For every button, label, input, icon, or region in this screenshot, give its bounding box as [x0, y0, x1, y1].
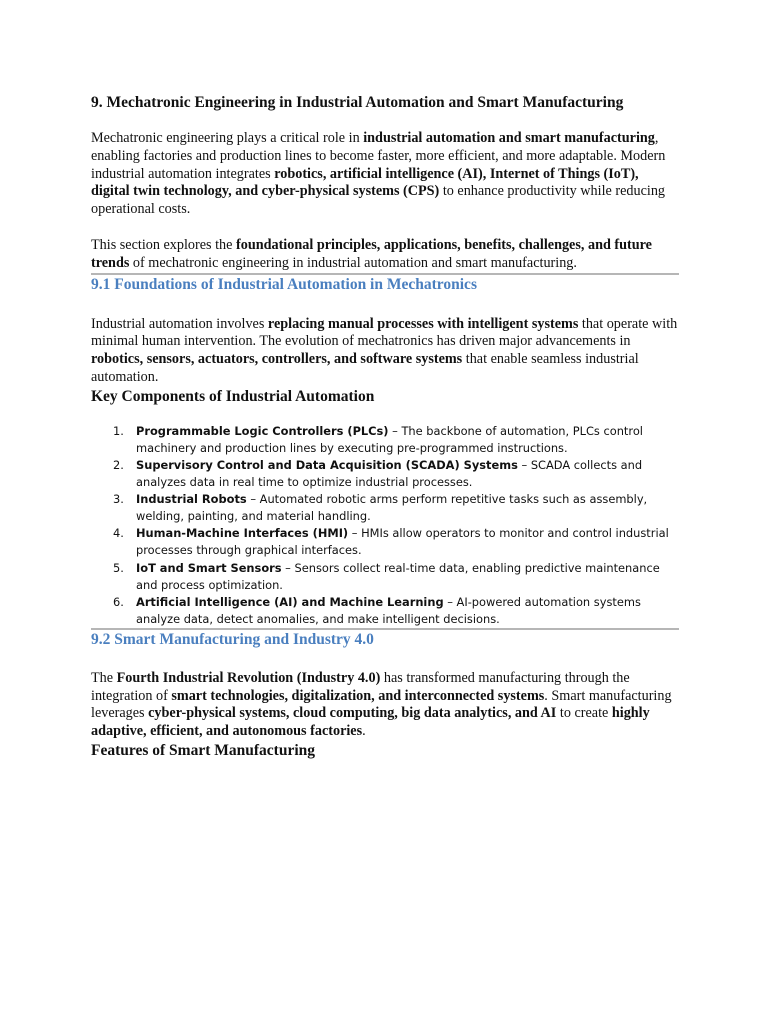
text-run: of mechatronic engineering in industrial automation and smart manufacturing.	[129, 254, 577, 271]
list-item-term: Supervisory Control and Data Acquisition (SCADA) Systems	[136, 457, 518, 472]
document-content	[91, 92, 679, 761]
list-item	[91, 457, 679, 491]
text-run: Mechatronic engineering plays a critical role in	[91, 130, 364, 146]
text-run: to enhance productivity while reducing operational costs.	[91, 183, 666, 218]
text-run: The	[91, 669, 117, 686]
list-item-term: Industrial Robots	[136, 492, 247, 507]
text-run: , enabling factories and production lines to become faster, more efficient, and more adaptable. Modern industrial automation integrates	[91, 130, 666, 182]
bold-text-run: replacing manual processes with intelligent systems	[267, 315, 579, 332]
section-title: 9. Mechatronic Engineering in Industrial Automation and Smart Manufacturing	[91, 94, 624, 111]
list-item	[91, 423, 679, 457]
key-components-list	[91, 423, 679, 628]
list-item	[91, 525, 679, 559]
bold-text-run: industrial automation and smart manufacturing	[363, 130, 655, 146]
list-item	[91, 594, 679, 628]
text-run: to create	[556, 705, 612, 722]
features-heading: Features of Smart Manufacturing	[91, 742, 316, 760]
list-item-number: 3.	[113, 492, 124, 507]
text-run: Industrial automation involves	[91, 315, 268, 332]
list-item-description: – SCADA collects and analyzes data in real time to optimize industrial processes.	[136, 457, 643, 490]
list-item	[91, 560, 679, 594]
bold-text-run: Fourth Industrial Revolution (Industry 4.0)	[116, 669, 381, 686]
subsection-9-1-paragraph	[91, 316, 679, 387]
text-run: that enable seamless industrial automation.	[91, 351, 639, 385]
text-run: has transformed manufacturing through the integration of	[91, 669, 630, 704]
list-item	[91, 491, 679, 525]
list-item-term: Programmable Logic Controllers (PLCs)	[136, 423, 389, 438]
list-item-number: 4.	[113, 526, 124, 541]
text-run: This section explores the	[91, 236, 236, 253]
text-run: . Smart manufacturing leverages	[91, 687, 672, 722]
list-item-description: – Automated robotic arms perform repetitive tasks such as assembly, welding, painting, and material handling.	[136, 492, 648, 524]
list-item-number: 6.	[113, 594, 124, 609]
bold-text-run: foundational principles, applications, benefits, challenges, and future trends	[91, 236, 652, 271]
list-item-number: 5.	[113, 560, 124, 575]
text-run: .	[362, 723, 366, 740]
list-item-description: – Sensors collect real-time data, enabling predictive maintenance and process optimization.	[136, 560, 660, 592]
intro-paragraph	[91, 130, 679, 219]
list-item-description: – HMIs allow operators to monitor and control industrial processes through graphical interfaces.	[136, 526, 669, 558]
subsection-title-9-2: 9.2 Smart Manufacturing and Industry 4.0	[91, 630, 374, 648]
list-item-description: – The backbone of automation, PLCs control machinery and production lines by executing pre-programmed instructions.	[136, 423, 643, 455]
list-item-term: Artificial Intelligence (AI) and Machine Learning	[136, 594, 444, 609]
list-item-number: 2.	[113, 457, 124, 472]
bold-text-run: smart technologies, digitalization, and interconnected systems	[171, 687, 545, 704]
subsection-9-2-paragraph	[91, 670, 679, 741]
list-item-term: IoT and Smart Sensors	[136, 560, 282, 575]
bold-text-run: robotics, artificial intelligence (AI), Internet of Things (IoT), digital twin technology, and cyber-physical systems (CPS)	[91, 165, 639, 200]
key-components-heading: Key Components of Industrial Automation	[91, 387, 375, 405]
bold-text-run: highly adaptive, efficient, and autonomous factories	[91, 705, 650, 740]
text-run: that operate with minimal human intervention. The evolution of mechatronics has driven major advancements in	[91, 315, 678, 350]
list-item-number: 1.	[113, 423, 124, 438]
bold-text-run: cyber-physical systems, cloud computing, big data analytics, and AI	[148, 705, 557, 722]
list-item-description: – AI-powered automation systems analyze data, detect anomalies, and make intelligent decisions.	[136, 594, 641, 626]
bold-text-run: robotics, sensors, actuators, controllers, and software systems	[91, 351, 463, 368]
subsection-title-9-1: 9.1 Foundations of Industrial Automation in Mechatronics	[91, 275, 477, 293]
intro-scope-paragraph	[91, 237, 679, 273]
list-item-term: Human-Machine Interfaces (HMI)	[136, 526, 349, 541]
